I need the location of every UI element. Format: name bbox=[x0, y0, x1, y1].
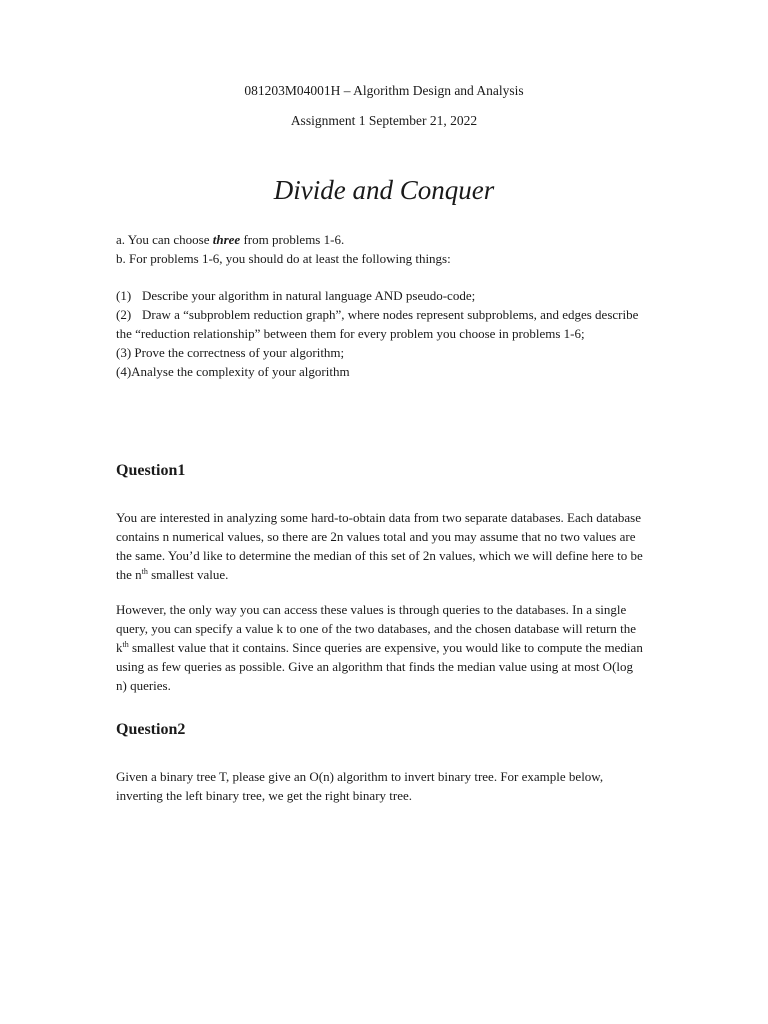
requirement-item-4: (4)Analyse the complexity of your algorithm bbox=[116, 364, 350, 379]
page-title: Divide and Conquer bbox=[273, 175, 495, 205]
q1-p2-superscript: th bbox=[122, 640, 129, 649]
question2-paragraph-1: Given a binary tree T, please give an O(n) algorithm to invert binary tree. For example below, inverting the left binary tree, we get the right binary tree. bbox=[116, 769, 604, 803]
q1-p2-text-b: smallest value that it contains. Since queries are expensive, you would like to compute the median using as few queries as possible. Give an algorithm that finds the median value using at most O(log n) queries. bbox=[116, 640, 643, 693]
requirement-item-1-number: (1) bbox=[116, 288, 132, 303]
instruction-a-suffix: from problems 1-6. bbox=[240, 232, 345, 247]
instruction-a-emphasis: three bbox=[212, 232, 241, 247]
instruction-a-prefix: a. You can choose bbox=[116, 232, 213, 247]
requirement-item-3: (3) Prove the correctness of your algorithm; bbox=[116, 345, 345, 360]
q1-p1-text-a: You are interested in analyzing some hard-to-obtain data from two separate databases. Each database contains n numerical values, so there are 2n values total and you may assume that no two values are the same. You’d like to determine the median of this set of 2n values, which we will define here to be the n bbox=[116, 510, 643, 582]
instruction-b: b. For problems 1-6, you should do at least the following things: bbox=[116, 251, 451, 266]
question1-paragraph-1 bbox=[116, 508, 646, 584]
requirement-item-2-text: Draw a “subproblem reduction graph”, where nodes represent subproblems, and edges describe the “reduction relationship” between them for every problem you choose in problems 1-6; bbox=[116, 307, 639, 341]
q1-p2-text-a: However, the only way you can access these values is through queries to the databases. In a single query, you can specify a value k to one of the two databases, and the chosen database will return the k bbox=[116, 602, 637, 655]
q1-p1-text-b: smallest value. bbox=[147, 567, 229, 582]
requirement-item-2-number: (2) bbox=[116, 307, 132, 322]
q1-p1-superscript: th bbox=[141, 567, 148, 576]
question1-heading: Question1 bbox=[116, 462, 186, 479]
course-line: 081203M04001H – Algorithm Design and Analysis bbox=[244, 83, 524, 98]
question2-heading: Question2 bbox=[116, 721, 186, 738]
instructions-block bbox=[116, 230, 646, 268]
requirement-item-2 bbox=[116, 305, 646, 343]
assignment-line: Assignment 1 September 21, 2022 bbox=[290, 113, 478, 128]
requirement-item-1 bbox=[116, 286, 646, 305]
question1-paragraph-2 bbox=[116, 600, 646, 695]
requirements-list bbox=[116, 286, 646, 381]
instruction-a bbox=[116, 230, 646, 249]
requirement-item-1-text: Describe your algorithm in natural language AND pseudo-code; bbox=[142, 288, 476, 303]
